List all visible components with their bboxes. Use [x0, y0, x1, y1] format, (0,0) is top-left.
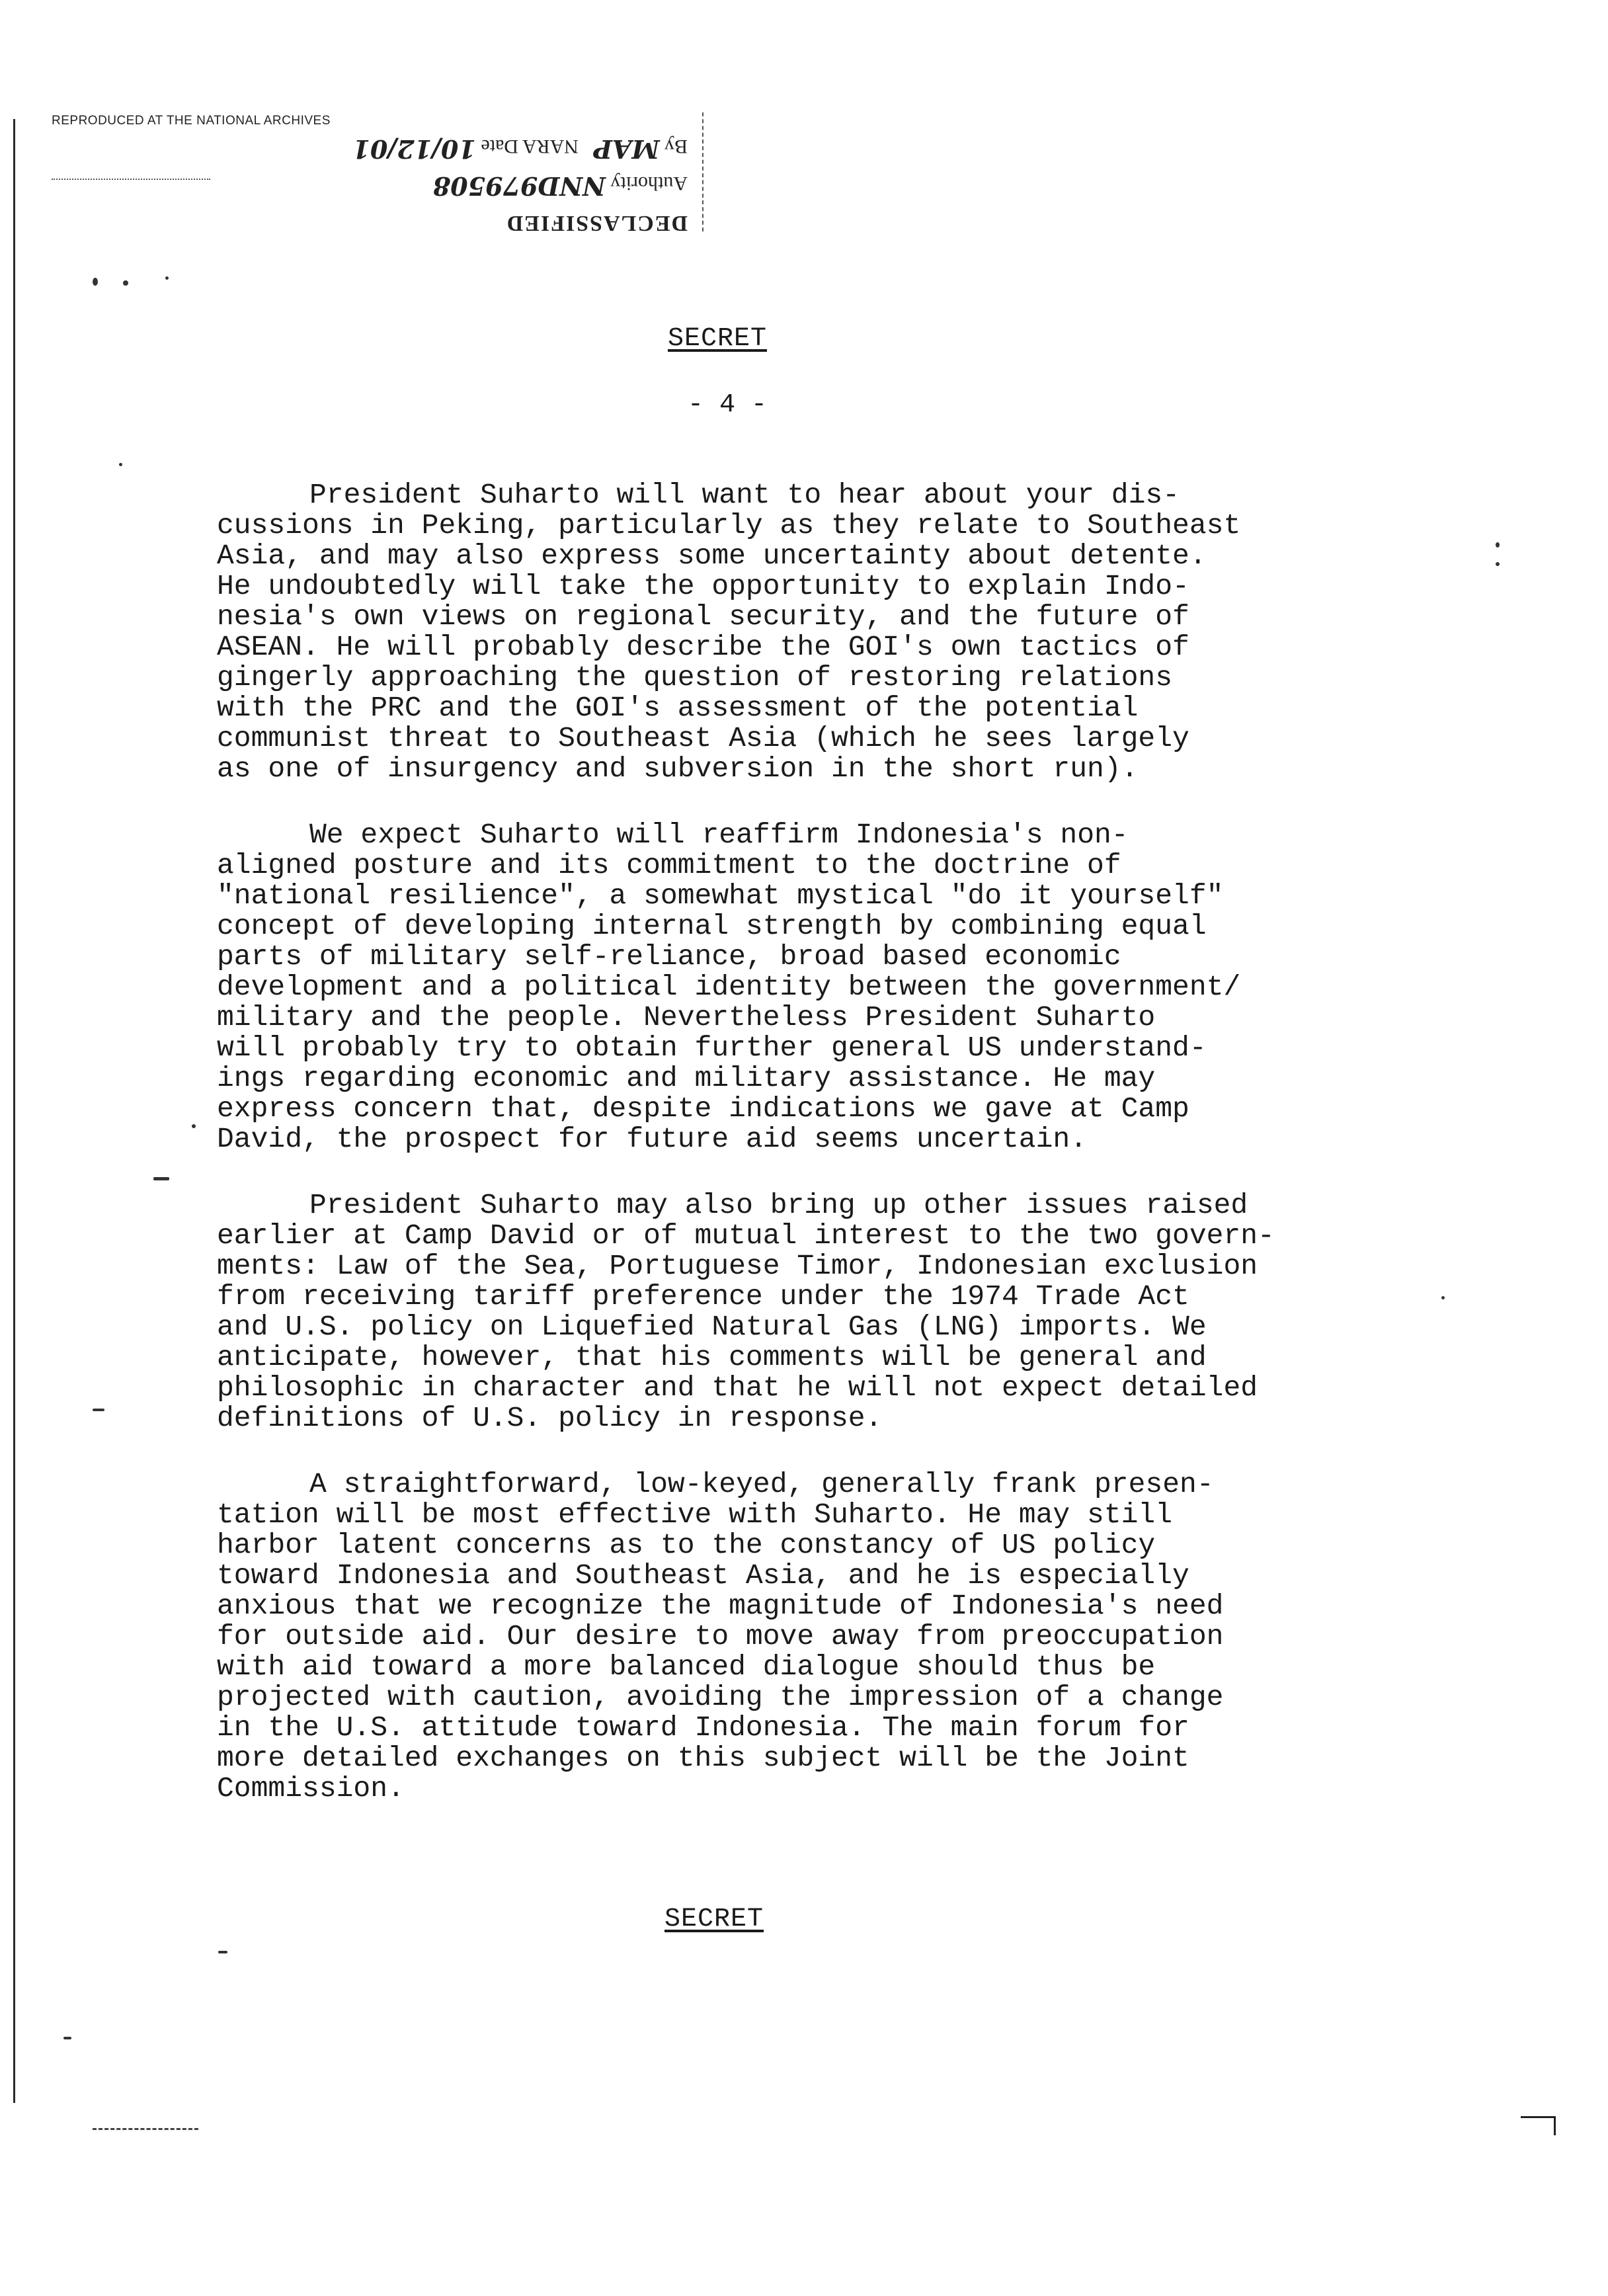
scan-corner-mark	[1521, 2116, 1556, 2135]
scan-speck	[93, 1409, 104, 1411]
scan-speck	[1496, 542, 1500, 548]
scan-speck	[192, 1124, 196, 1128]
stamp-title: DECLASSIFIED	[505, 211, 688, 235]
paragraph-4: A straightforward, low-keyed, generally frank presen- tation will be most effective with Suharto. He may still harbor latent concerns as to the constancy of US policy toward Indonesia and Southeast Asia, and he is especially anxious that we recognize the magnitude of Indonesia's need for outside aid. Our desire to move away from preoccupation with aid toward a more balanced dialogue should thus be projected with caution, avoiding the impression of a change in the U.S. attitude toward Indonesia. The main forum for more detailed exchanges on this subject will be the Joint Commission.	[217, 1468, 1224, 1805]
scan-speck	[153, 1177, 169, 1180]
stamp-border	[702, 112, 704, 231]
paragraph-2: We expect Suharto will reaffirm Indonesia's non- aligned posture and its commitment to the doctrine of "national resilience", a somewhat mystical "do it yourself" concept of developing internal strength by combining equal parts of military self-reliance, broad based economic development and a political identity between the government/ military and the people. Nevertheless President Suharto will probably try to obtain further general US understand- ings regarding economic and military assistance. He may express concern that, despite indications we gave at Camp David, the prospect for future aid seems uncertain.	[217, 819, 1241, 1155]
scan-speck	[119, 463, 122, 466]
classification-bottom: SECRET	[664, 1905, 764, 1934]
classification-top: SECRET	[668, 324, 768, 354]
scan-edge-line	[13, 119, 15, 2103]
declassification-stamp	[352, 112, 714, 245]
stamp-authority-label: Authority	[610, 173, 688, 194]
stamp-date-value: 10/12/01	[352, 134, 476, 164]
stamp-by-label: By	[664, 136, 688, 157]
paragraph-3: President Suharto may also bring up other issues raised earlier at Camp David or of mutual interest to the two govern- ments: Law of the Sea, Portuguese Timor, Indonesian exclusion from receiving tariff preference under the 1974 Trade Act and U.S. policy on Liquefied Natural Gas (LNG) imports. We anticipate, however, that his comments will be general and philosophic in character and that he will not expect detailed definitions of U.S. policy in response.	[217, 1189, 1275, 1434]
document-body	[217, 480, 1440, 1840]
scan-speck	[165, 276, 169, 280]
stamp-authority	[433, 171, 688, 201]
stamp-rotated-content	[352, 112, 714, 245]
scan-speck	[1496, 562, 1500, 566]
scan-dotted-line	[52, 179, 210, 180]
paragraph-1: President Suharto will want to hear about your dis- cussions in Peking, particularly as they relate to Southeast Asia, and may also express some uncertainty about detente. He undoubtedly will take the opportunity to explain Indo- nesia's own views on regional security, and the future of ASEAN. He will probably describe the GOI's own tactics of gingerly approaching the question of restoring relations with the PRC and the GOI's assessment of the potential communist threat to Southeast Asia (which he sees largely as one of insurgency and subversion in the short run).	[217, 479, 1241, 785]
reproduction-notice: REPRODUCED AT THE NATIONAL ARCHIVES	[52, 114, 331, 128]
scan-speck	[63, 2037, 71, 2039]
stamp-authority-value: NND979508	[432, 171, 606, 201]
scan-speck	[1441, 1296, 1445, 1299]
page-number: - 4 -	[688, 390, 768, 420]
stamp-date-label: NARA Date	[481, 136, 579, 157]
scan-speck	[218, 1951, 227, 1953]
scan-speck	[123, 280, 128, 286]
scan-dashed-mark	[93, 2128, 198, 2130]
stamp-by-value: MAP	[593, 134, 660, 164]
scan-speck	[93, 278, 98, 286]
stamp-by-date	[352, 134, 688, 164]
